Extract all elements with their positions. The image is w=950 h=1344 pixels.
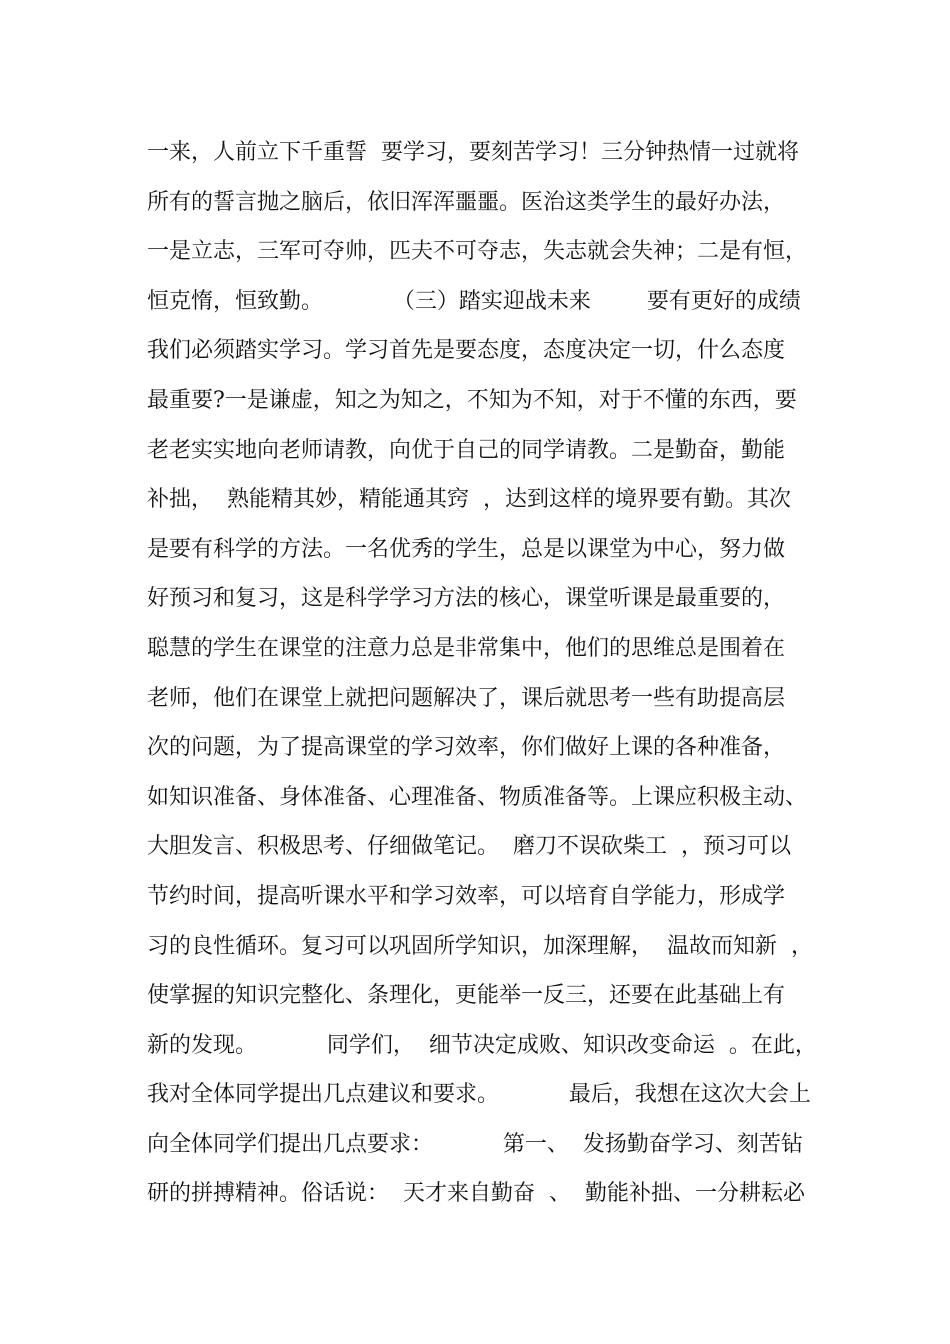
text-line: 老师，他们在课堂上就把问题解决了，课后就思考一些有助提高层 xyxy=(147,685,786,711)
text-line: 一来，人前立下千重誓 要学习，要刻苦学习！三分钟热情一过就将 xyxy=(147,140,799,165)
text-line: 使掌握的知识完整化、条理化，更能举一反三，还要在此基础上有 xyxy=(147,983,786,1009)
text-line: 研的拼搏精神。俗话说： 天才来自勤奋 、 勤能补拙、一分耕耘必 xyxy=(147,1181,805,1207)
text-line: 新的发现。 同学们， 细节决定成败、知识改变命运 。在此， xyxy=(147,1032,817,1058)
text-line: 最重要?一是谦虚，知之为知之，不知为不知，对于不懂的东西，要 xyxy=(147,387,797,413)
text-line: 恒克惰，恒致勤。 （三）踏实迎战未来 要有更好的成绩 xyxy=(147,288,801,314)
text-line: 一是立志，三军可夺帅，匹夫不可夺志，失志就会失神；二是有恒， xyxy=(147,239,808,265)
text-line: 聪慧的学生在课堂的注意力总是非常集中，他们的思维总是围着在 xyxy=(147,635,786,661)
text-line: 节约时间，提高听课水平和学习效率，可以培育自学能力，形成学 xyxy=(147,883,786,909)
text-line: 好预习和复习，这是科学学习方法的核心，课堂听课是最重要的， xyxy=(147,586,786,612)
text-line: 是要有科学的方法。一名优秀的学生，总是以课堂为中心，努力做 xyxy=(147,536,786,562)
body-text xyxy=(147,133,827,1224)
text-line: 次的问题，为了提高课堂的学习效率，你们做好上课的各种准备， xyxy=(147,735,786,761)
text-line: 老老实实地向老师请教，向优于自己的同学请教。二是勤奋，勤能 xyxy=(147,437,786,463)
text-line: 习的良性循环。复习可以巩固所学知识，加深理解， 温故而知新 ， xyxy=(147,933,813,959)
text-line: 所有的誓言抛之脑后，依旧浑浑噩噩。医治这类学生的最好办法， xyxy=(147,189,786,215)
text-line: 我们必须踏实学习。学习首先是要态度，态度决定一切，什么态度 xyxy=(147,338,786,364)
text-line: 如知识准备、身体准备、心理准备、物质准备等。上课应积极主动、 xyxy=(147,784,808,810)
text-line: 向全体同学们提出几点要求： 第一、 发扬勤奋学习、刻苦钻 xyxy=(147,1131,803,1157)
text-line: 我对全体同学提出几点建议和要求。 最后，我想在这次大会上 xyxy=(147,1082,811,1108)
text-line: 补拙， 熟能精其妙，精能通其窍 ，达到这样的境界要有勤。其次 xyxy=(147,487,791,513)
text-line: 大胆发言、积极思考、仔细做笔记。 磨刀不误砍柴工 ，预习可以 xyxy=(147,834,791,860)
